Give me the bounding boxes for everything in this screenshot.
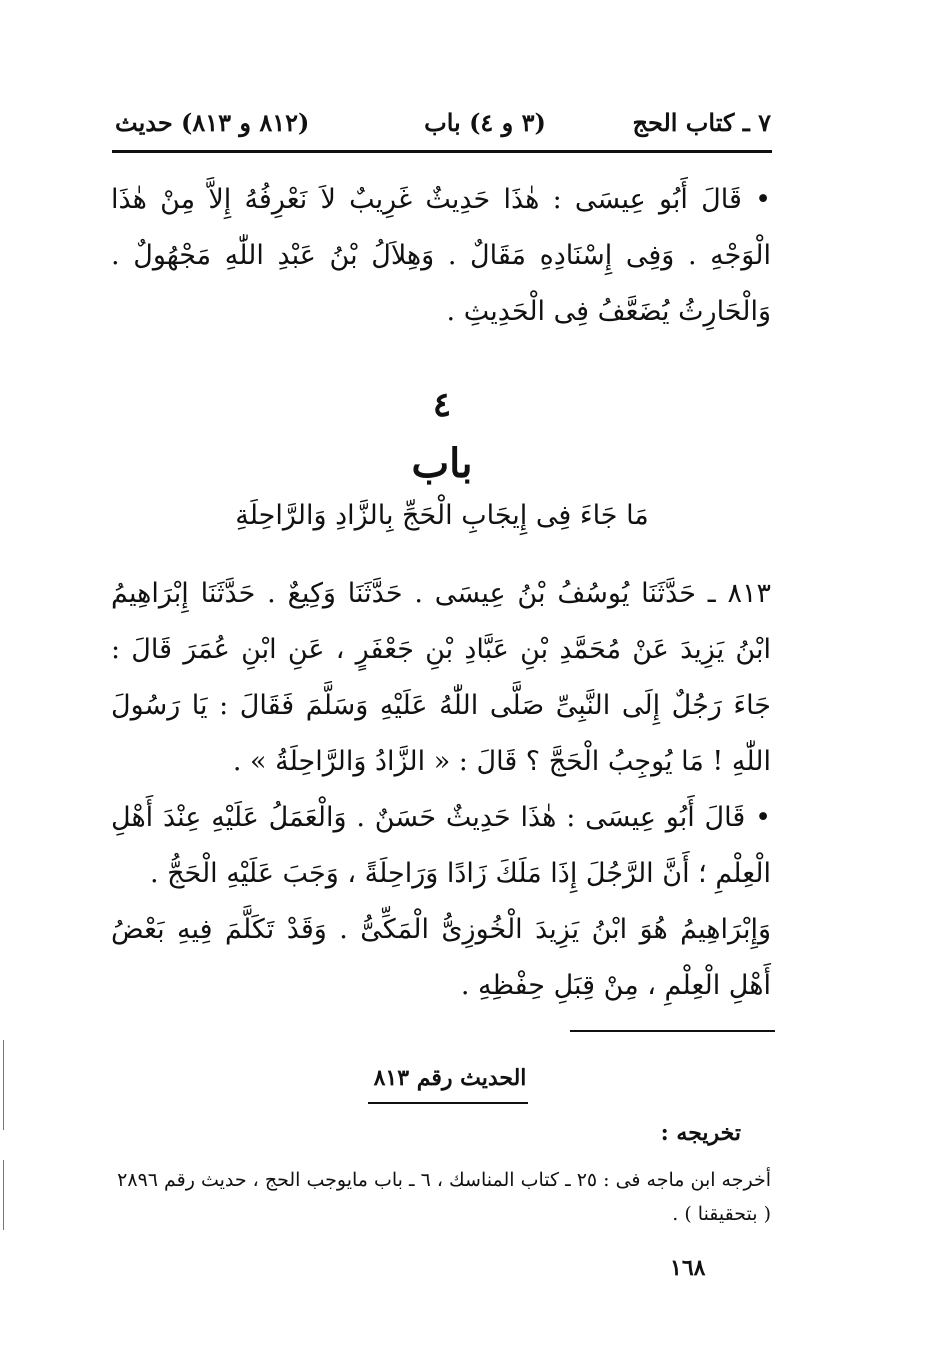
scan-margin-mark [3,1160,4,1230]
section-subtitle: مَا جَاءَ فِى إِيجَابِ الْحَجِّ بِالزَّادِ وَالرَّاحِلَةِ [235,500,649,531]
section-number: ٤ [432,385,452,425]
hadith-813-text: ٨١٣ ـ حَدَّثَنَا يُوسُفُ بْنُ عِيسَى . حَدَّثَنَا وَكِيعٌ . حَدَّثَنَا إِبْرَاهِيمُ ابْنُ يَزِيدَ عَنْ مُحَمَّدِ بْنِ عَبَّادِ بْنِ جَعْفَرٍ ، عَنِ ابْنِ عُمَرَ قَالَ : جَاءَ رَجُلٌ إِلَى النَّبِىِّ صَلَّى اللّٰهُ عَلَيْهِ وَسَلَّمَ فَقَالَ : يَا رَسُولَ اللّٰهِ ! مَا يُوجِبُ الْحَجَّ ؟ قَالَ : « الزَّادُ وَالرَّاحِلَةُ » . [111,578,771,777]
page-number: ١٦٨ [670,1255,706,1281]
commentary-paragraph-1: • قَالَ أَبُو عِيسَى : هٰذَا حَدِيثٌ غَرِيبٌ لاَ نَعْرِفُهُ إِلاَّ مِنْ هٰذَا الْوَجْهِ . وَفِى إِسْنَادِهِ مَقَالٌ . وَهِلاَلُ بْنُ عَبْدِ اللّٰهِ مَجْهُولٌ . وَالْحَارِثُ يُضَعَّفُ فِى الْحَدِيثِ . [111,184,771,327]
section-title: باب [411,440,473,487]
running-header-hadith-numbers: (٨١٢ و ٨١٣) حديث [115,108,310,137]
footnote-separator [570,1030,775,1032]
takhrij-label: تخريجه : [660,1120,741,1146]
footnote-heading: الحديث رقم ٨١٣ [373,1065,527,1091]
running-header-book: ٧ ـ كتاب الحج [632,108,771,137]
header-divider [112,150,772,153]
scan-margin-mark [3,1040,4,1130]
footnote-text: أخرجه ابن ماجه فى : ٢٥ ـ كتاب المناسك ، ٦ ـ باب مايوجب الحج ، حديث رقم ٢٨٩٦ ( بتحقيقنا ) . [117,1169,771,1225]
footnote-heading-underline [368,1102,528,1104]
running-header-chapters: (٣ و ٤) باب [424,108,546,137]
commentary-paragraph-2: • قَالَ أَبُو عِيسَى : هٰذَا حَدِيثٌ حَسَنٌ . وَالْعَمَلُ عَلَيْهِ عِنْدَ أَهْلِ الْعِلْمِ ؛ أَنَّ الرَّجُلَ إِذَا مَلَكَ زَادًا وَرَاحِلَةً ، وَجَبَ عَلَيْهِ الْحَجُّ . [111,802,771,889]
commentary-paragraph-3: وَإِبْرَاهِيمُ هُوَ ابْنُ يَزِيدَ الْخُوزِىُّ الْمَكِّىُّ . وَقَدْ تَكَلَّمَ فِيهِ بَعْضُ أَهْلِ الْعِلْمِ ، مِنْ قِبَلِ حِفْظِهِ . [111,914,771,1001]
